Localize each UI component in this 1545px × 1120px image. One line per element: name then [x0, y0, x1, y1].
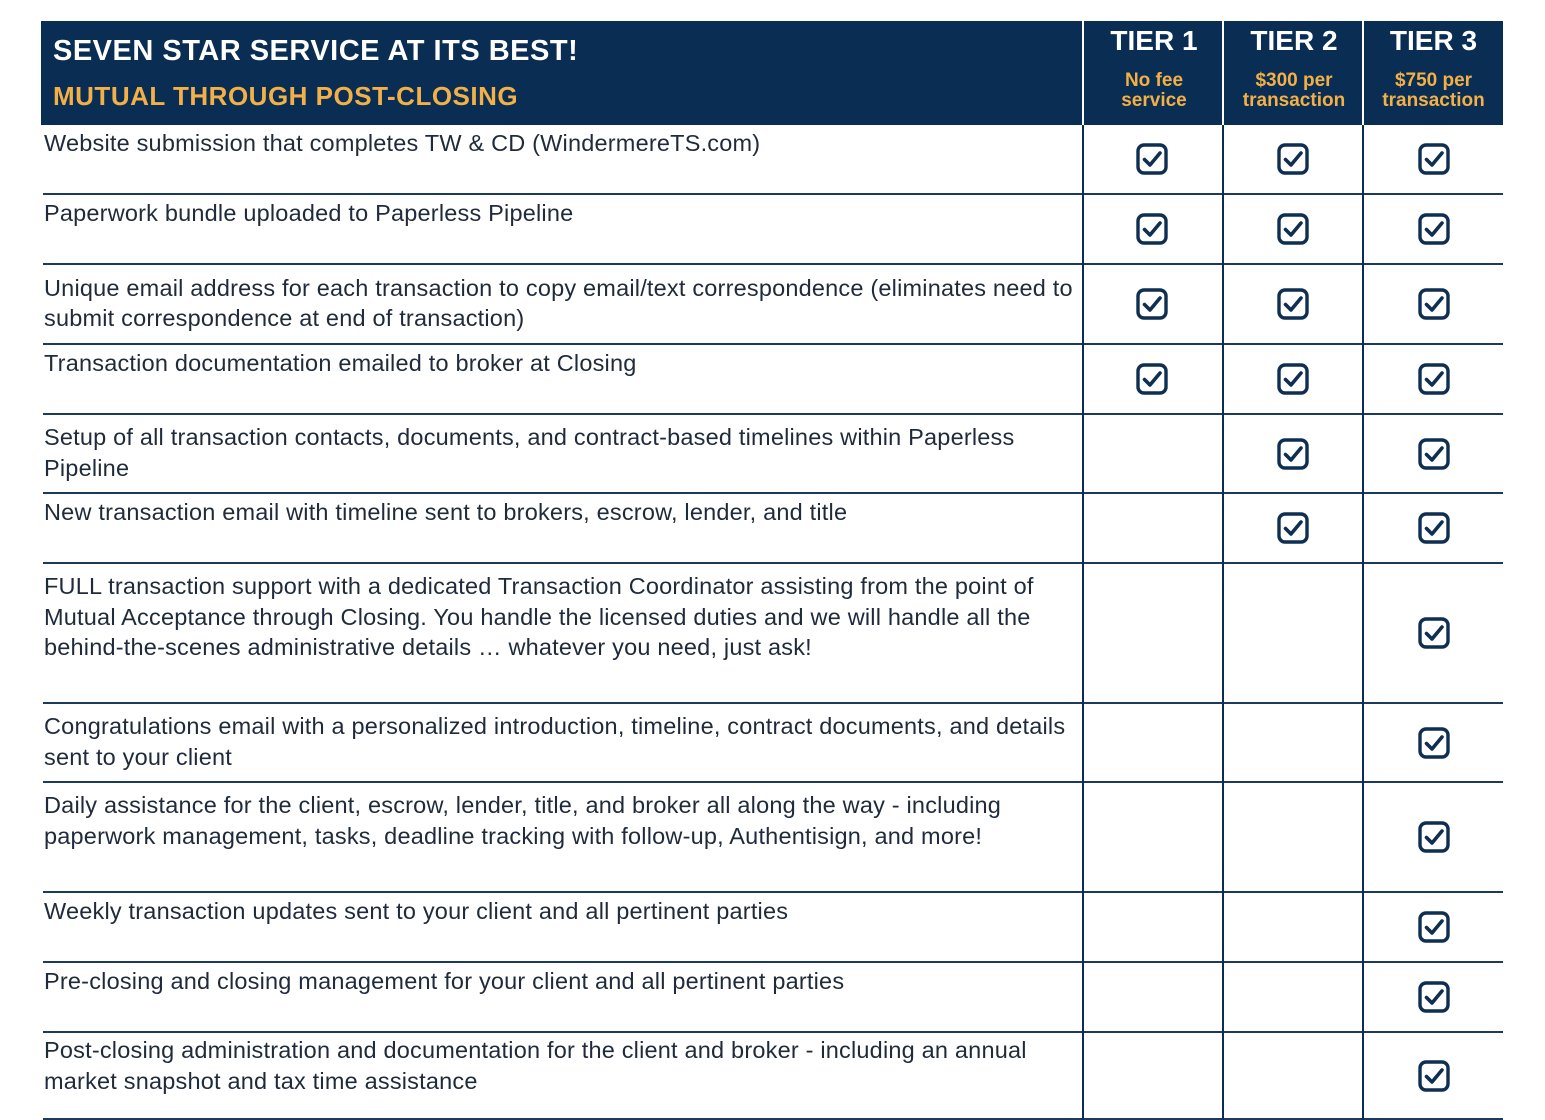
tier-2-note: [1224, 71, 1364, 111]
checkbox-checked-icon: [1418, 727, 1450, 759]
header-divider: [1222, 21, 1224, 125]
table-row: [43, 704, 1503, 783]
tier-3-name: TIER 3: [1389, 25, 1478, 56]
table-row: [43, 893, 1503, 963]
checkbox-checked-icon: [1136, 143, 1168, 175]
feature-label: Website submission that completes TW & CD (WindermereTS.com): [44, 129, 761, 156]
tier-3-note-line1: $750 per: [1394, 70, 1473, 91]
tier-1-name: TIER 1: [1110, 25, 1198, 56]
table-header: [41, 21, 1503, 125]
table-row: [43, 415, 1503, 494]
table-row: [43, 345, 1503, 415]
checkbox-checked-icon: [1418, 512, 1450, 544]
header-divider: [1082, 21, 1084, 125]
checkbox-checked-icon: [1277, 512, 1309, 544]
table-row: [43, 963, 1503, 1033]
tier-1-note-line2: service: [1121, 90, 1187, 111]
checkbox-checked-icon: [1277, 213, 1309, 245]
header-divider: [1362, 21, 1364, 125]
table-row: [43, 265, 1503, 345]
feature-label: Pre-closing and closing management for your client and all pertinent parties: [44, 967, 845, 994]
checkbox-checked-icon: [1136, 288, 1168, 320]
table-row: [43, 1033, 1503, 1120]
tier-3-header: [1364, 21, 1503, 125]
table-row: [43, 564, 1503, 704]
feature-label: FULL transaction support with a dedicated Transaction Coordinator assisting from the point of Mutual Acceptance through Closing. You handle the licensed duties and we will handle all the behind-the-scenes administrative details … whatever you need, just ask!: [44, 573, 1034, 660]
tier-3-note: [1364, 71, 1503, 111]
tier-2-name: TIER 2: [1250, 25, 1338, 56]
checkbox-checked-icon: [1418, 1060, 1450, 1092]
tier-1-note-line1: No fee: [1124, 70, 1184, 91]
table-row: [43, 125, 1503, 195]
table-row: [43, 783, 1503, 893]
column-divider: [1362, 125, 1364, 1120]
tier-1-note: [1084, 71, 1224, 111]
feature-label: Weekly transaction updates sent to your client and all pertinent parties: [44, 897, 789, 924]
tier-2-note-line2: transaction: [1242, 90, 1346, 111]
checkbox-checked-icon: [1418, 213, 1450, 245]
table-title: SEVEN STAR SERVICE AT ITS BEST!: [53, 35, 579, 67]
feature-label: Setup of all transaction contacts, documents, and contract-based timelines within Paperless Pipeline: [44, 424, 1015, 481]
checkbox-checked-icon: [1277, 363, 1309, 395]
checkbox-checked-icon: [1136, 213, 1168, 245]
tier-2-note-line1: $300 per: [1255, 70, 1333, 91]
feature-label: Post-closing administration and documentation for the client and broker - including an annual market snapshot and tax time assistance: [44, 1037, 1027, 1094]
tier-2-header: [1224, 21, 1364, 125]
feature-label: New transaction email with timeline sent to brokers, escrow, lender, and title: [44, 498, 848, 525]
checkbox-checked-icon: [1136, 363, 1168, 395]
table-row: [43, 494, 1503, 564]
column-divider: [1082, 125, 1084, 1120]
checkbox-checked-icon: [1418, 981, 1450, 1013]
column-divider: [1222, 125, 1224, 1120]
checkbox-checked-icon: [1418, 288, 1450, 320]
checkbox-checked-icon: [1418, 821, 1450, 853]
table-row: [43, 195, 1503, 265]
feature-label: Paperwork bundle uploaded to Paperless Pipeline: [44, 199, 574, 226]
feature-label: Transaction documentation emailed to broker at Closing: [44, 349, 637, 376]
checkbox-checked-icon: [1277, 438, 1309, 470]
checkbox-checked-icon: [1277, 143, 1309, 175]
tier-3-note-line2: transaction: [1382, 90, 1485, 111]
feature-label: Unique email address for each transaction to copy email/text correspondence (eliminates need to submit correspondence at end of transaction): [44, 274, 1073, 331]
checkbox-checked-icon: [1418, 911, 1450, 943]
tier-1-header: [1084, 21, 1224, 125]
feature-label: Daily assistance for the client, escrow, lender, title, and broker all along the way - including paperwork management, tasks, deadline tracking with follow-up, Authentisign, and more!: [44, 792, 1002, 849]
checkbox-checked-icon: [1418, 617, 1450, 649]
table-subtitle: MUTUAL THROUGH POST-CLOSING: [53, 81, 519, 111]
checkbox-checked-icon: [1277, 288, 1309, 320]
feature-label: Congratulations email with a personalized introduction, timeline, contract documents, and details sent to your client: [44, 713, 1066, 770]
checkbox-checked-icon: [1418, 143, 1450, 175]
checkbox-checked-icon: [1418, 363, 1450, 395]
checkbox-checked-icon: [1418, 438, 1450, 470]
